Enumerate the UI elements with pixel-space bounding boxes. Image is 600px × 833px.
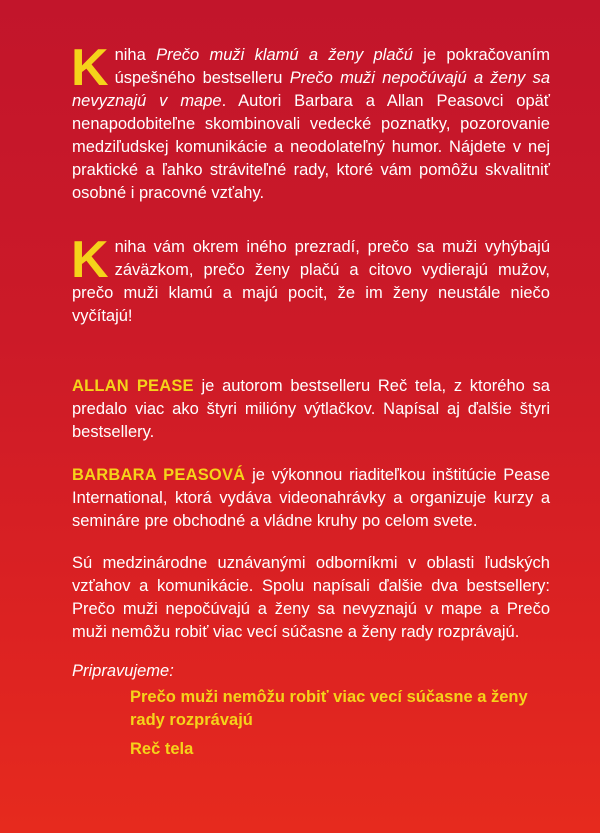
intro-text-c: . Autori Barbara a Allan Peasovci opäť nenapodobiteľne skombinovali vedecké poznatky, pozorovanie medziľudskej komunikácie a neodolateľný humor. Nájdete v nej praktické a ľahko stráviteľné rady, ktoré vám pomôžu skvalitniť osobné i pracovné vzťahy. <box>72 92 550 202</box>
author-bio-barbara <box>72 464 550 533</box>
author-bio-text: je výkonnou riaditeľkou inštitúcie Pease International, ktorá vydáva videonahrávky a organizuje kurzy a semináre pre obchodné a vládne kruhy po celom svete. <box>72 466 550 530</box>
author-bio-text: je autorom bestselleru Reč tela, z ktorého sa predalo viac ako štyri milióny výtlačkov. Napísal aj ďalšie štyri bestsellery. <box>72 377 550 441</box>
intro-text-a: niha <box>114 46 157 64</box>
intro-text-2: niha vám okrem iného prezradí, prečo sa muži vyhýbajú záväzkom, prečo ženy plačú a citovo vydierajú mužov, prečo muži klamú a majú pocit, že im ženy neustále niečo vyčítajú! <box>72 238 550 325</box>
upcoming-book-2: Reč tela <box>130 740 194 758</box>
author-name: BARBARA PEASOVÁ <box>72 466 246 484</box>
intro-text-b: je pokračovaním úspešného bestselleru <box>114 46 550 87</box>
intro-paragraph-1 <box>71 39 551 205</box>
joint-bio-paragraph: Sú medzinárodne uznávanými odborníkmi v oblasti ľudských vzťahov a komunikácie. Spolu napísali ďalšie dva bestsellery: Prečo muži nepočúvajú a ženy sa nevyznajú v mape a Prečo muži nemôžu robiť viac vecí súčasne a ženy rady rozprávajú. <box>72 554 550 641</box>
intro-paragraph-2 <box>71 231 550 328</box>
book-title-2: Prečo muži nepočúvajú a ženy sa nevyznajú v mape <box>72 69 551 110</box>
upcoming-label: Pripravujeme: <box>72 662 174 680</box>
upcoming-book-1: Prečo muži nemôžu robiť viac vecí súčasne a ženy rady rozprávajú <box>130 688 528 729</box>
drop-cap-letter-2: K <box>71 231 109 289</box>
author-bio-allan <box>72 375 550 444</box>
drop-cap-letter: K <box>71 39 109 97</box>
book-title-1: Prečo muži klamú a ženy plačú <box>156 46 413 64</box>
author-name: ALLAN PEASE <box>72 377 194 395</box>
